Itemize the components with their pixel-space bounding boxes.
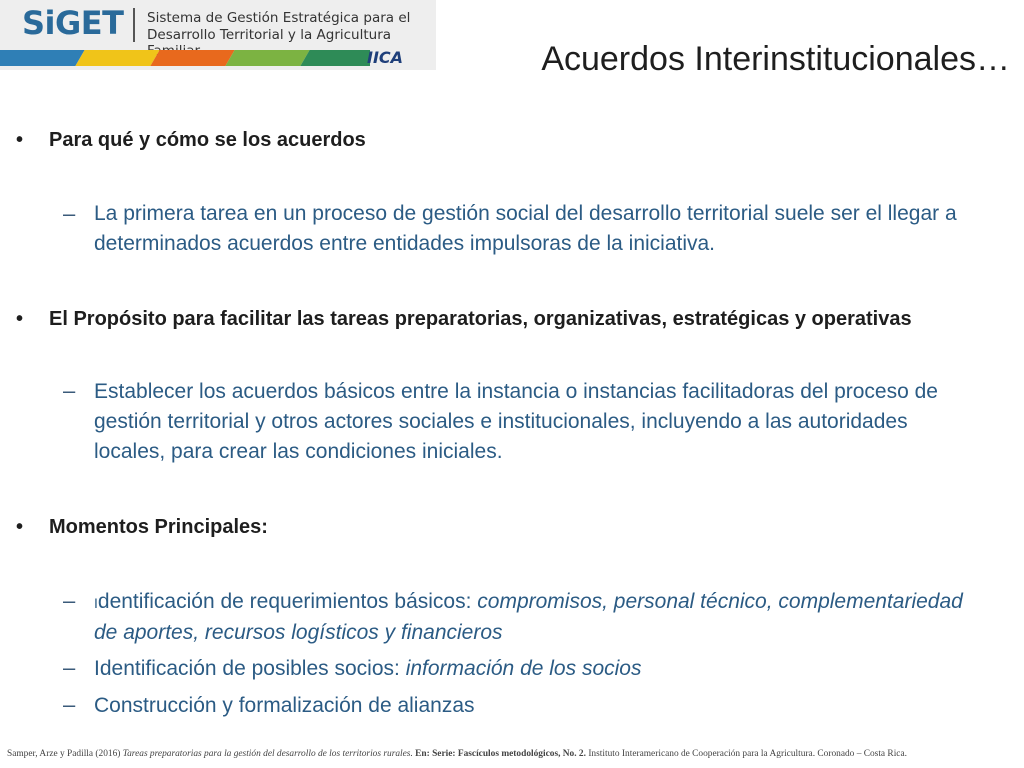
section-item [94,587,980,648]
footer-work: Tareas preparatorias para la gestión del desarrollo de los territorios rurales. [122,749,413,759]
header-banner [0,0,436,70]
bullet-icon: • [16,308,24,330]
section-item [94,691,980,721]
dash-icon: – [63,378,76,403]
iica-logo: IICA [367,48,404,67]
footer-publisher: Instituto Interamericano de Cooperación para la Agricultura. Coronado – Costa Rica. [585,749,907,759]
stripe-segment-4 [225,50,309,66]
section-item [94,654,980,684]
stripe-segment-5 [300,50,370,66]
section-item: La primera tarea en un proceso de gestión social del desarrollo territorial suele ser el llegar a determinados acuerdos entre entidades impulsoras de la iniciativa. [94,202,957,255]
citation-footer [7,749,1018,759]
logo-divider [133,8,135,42]
section-heading: El Propósito para facilitar las tareas preparatorias, organizativas, estratégicas y operativas [49,308,912,330]
item-lead: dentificación de requerimientos básicos: [97,590,478,613]
footer-authors: Samper, Arze y Padilla (2016) [7,749,123,759]
footer-series: En: Serie: Fascículos metodológicos, No. 2. [412,749,586,759]
item-lead-initial: I [94,595,98,611]
item-detail: compromisos, personal técnico, complementariedad de aportes, recursos logísticos y financieros [94,590,963,644]
siget-logo: SiGET [22,4,124,42]
dash-icon: – [63,655,76,680]
item-detail: información de los socios [405,657,642,680]
section-heading: Para qué y cómo se los acuerdos [49,129,366,151]
dash-icon: – [63,692,76,717]
item-lead: Construcción y formalización de alianzas [94,694,475,717]
banner-subtitle-line1: Sistema de Gestión Estratégica para el [147,10,411,26]
stripe-segment-1 [0,50,85,66]
color-stripe [0,50,370,66]
stripe-segment-2 [75,50,159,66]
dash-icon: – [63,201,76,226]
dash-icon: – [63,588,76,613]
section-item: Establecer los acuerdos básicos entre la instancia o instancias facilitadoras del proceso de gestión territorial y otros actores sociales e institucionales, incluyendo a las autoridades locales, para crear las condiciones iniciales. [94,380,938,463]
slide-title: Acuerdos Interinstitucionales… [541,40,1010,78]
bullet-icon: • [16,516,24,538]
section-heading: Momentos Principales: [49,516,268,538]
stripe-segment-3 [150,50,234,66]
bullet-icon: • [16,129,24,151]
item-lead: Identificación de posibles socios: [94,657,406,680]
banner-subtitle-line2: Desarrollo Territorial y la Agricultura [147,27,392,43]
